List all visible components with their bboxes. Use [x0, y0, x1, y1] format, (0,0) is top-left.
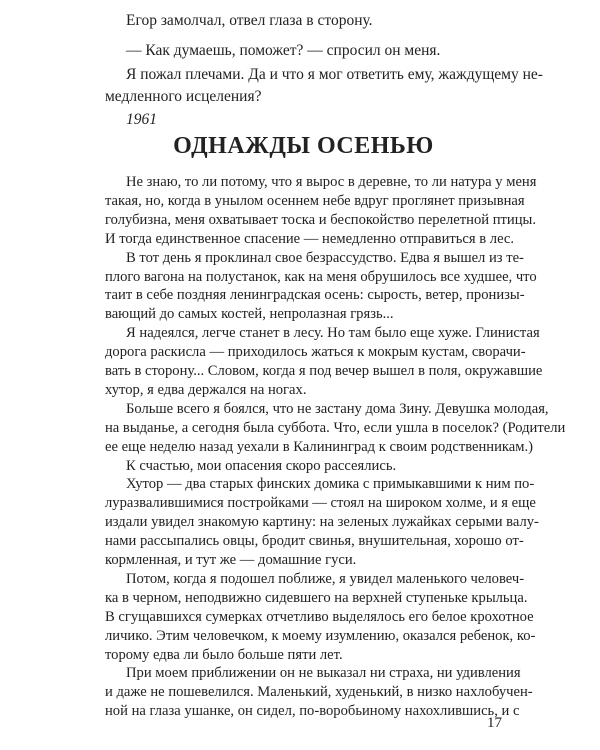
body-line: вать в сторону... Словом, когда я под вечер вышел в поля, окружавшие — [105, 363, 543, 379]
body-line: К счастью, мои опасения скоро рассеялись. — [126, 457, 397, 474]
body-line: личико. Этим человечком, к моему изумлению, оказался ребенок, ко- — [105, 627, 536, 644]
body-line: ной на глаза ушанке, он сидел, по-воробьиному нахохлившись, и с — [105, 703, 520, 720]
intro-line: медленного исцеления? — [105, 88, 262, 105]
body-line: ка в черном, неподвижно сидевшего на верхней ступеньке крыльца. — [105, 589, 528, 606]
body-line: В тот день я проклинал свое безрассудство. Едва я вышел из те- — [126, 249, 524, 266]
body-line: Больше всего я боялся, что не застану дома Зину. Девушка молодая, — [126, 400, 549, 417]
body-line: и даже не пошевелился. Маленький, худенький, в низко нахлобучен- — [105, 684, 533, 701]
page-number: 17 — [487, 715, 502, 731]
body-line: Я надеялся, легче станет в лесу. Но там было еще хуже. Глинистая — [126, 325, 540, 342]
body-line: Потом, когда я подошел поближе, я увидел маленького человеч- — [126, 570, 525, 587]
body-line: В сгущавшихся сумерках отчетливо выделялось его белое крохотное — [105, 608, 534, 625]
chapter-title: ОДНАЖДЫ ОСЕНЬЮ — [173, 133, 434, 159]
body-line: издали увидел знакомую картину: на зеленых лужайках серыми валу- — [105, 514, 539, 531]
body-line: хутор, я едва держался на ногах. — [105, 381, 307, 398]
body-line: дорога раскисла — приходилось жаться к мокрым кустам, сворачи- — [105, 344, 526, 361]
body-line: И тогда единственное спасение — немедленно отправиться в лес. — [105, 230, 515, 247]
intro-line: Егор замолчал, отвел глаза в сторону. — [126, 12, 373, 29]
body-line: При моем приближении он не выказал ни страха, ни удивления — [126, 665, 521, 682]
body-line: торому едва ли было больше пяти лет. — [105, 646, 343, 663]
body-line: Хутор — два старых финских домика с примыкавшими к ним по- — [126, 476, 535, 493]
body-line: кормленная, и тут же — домашние гуси. — [105, 552, 357, 568]
body-line: на выданье, а сегодня была суббота. Что, если ушла в поселок? (Родители — [105, 419, 566, 436]
body-line: Не знаю, то ли потому, что я вырос в деревне, то ли натура у меня — [126, 174, 537, 190]
body-line: вающий до самых костей, непролазная грязь... — [105, 306, 394, 323]
body-line: таит в себе поздняя ленинградская осень: сырость, ветер, пронизы- — [105, 287, 525, 304]
intro-line: — Как думаешь, поможет? — спросил он меня. — [126, 42, 441, 59]
body-line: такая, но, когда в унылом осеннем небе вдруг проглянет призывная — [105, 192, 525, 209]
body-line: ее еще неделю назад уехали в Калининград к своим родственникам.) — [105, 438, 534, 455]
body-line: нами рассыпались овцы, бродит свинья, внушительная, хорошо от- — [105, 533, 524, 550]
body-line: плого вагона на полустанок, как на меня обрушилось все худшее, что — [105, 268, 537, 285]
body-line: луразвалившимися постройками — стоял на широком холме, и я еще — [105, 495, 536, 512]
intro-line: Я пожал плечами. Да и что я мог ответить ему, жаждущему не- — [126, 66, 543, 83]
intro-year: 1961 — [126, 111, 157, 128]
body-line: голубизна, меня охватывает тоска и беспокойство перелетной птицы. — [105, 211, 536, 228]
